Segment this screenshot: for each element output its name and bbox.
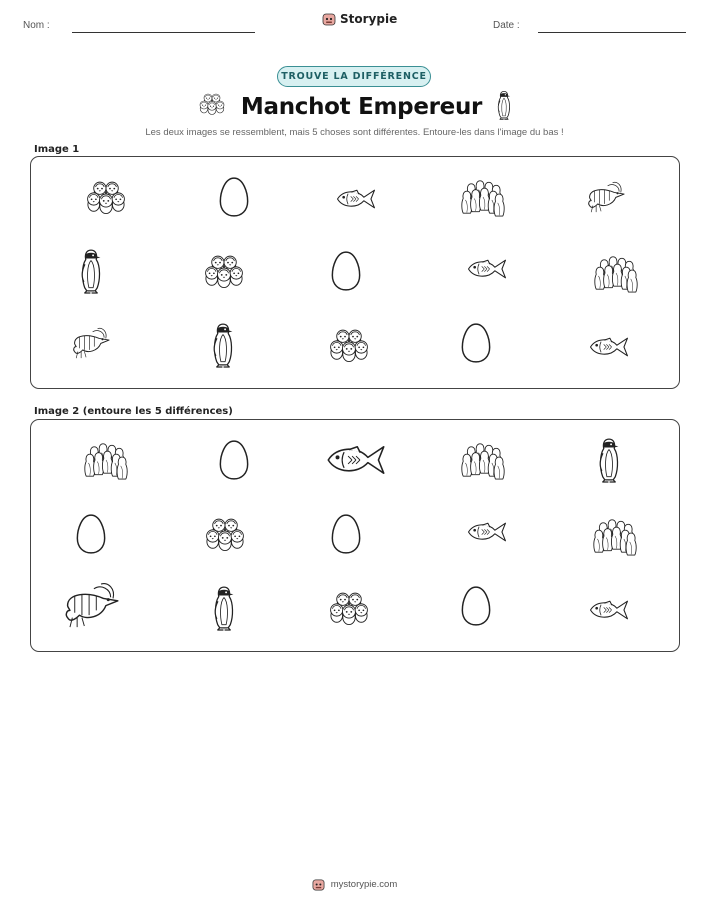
egg-icon[interactable] xyxy=(460,585,492,627)
fish-icon[interactable] xyxy=(587,598,631,622)
page-title: Manchot Empereur xyxy=(240,94,483,120)
penguin-chicks-icon xyxy=(83,178,129,220)
egg-icon[interactable] xyxy=(75,513,107,555)
penguin-chicks-icon xyxy=(197,92,227,122)
penguin-colony-icon xyxy=(461,175,505,219)
instructions-text: Les deux images se ressemblent, mais 5 choses sont différentes. Entoure-les dans l'image du bas ! xyxy=(145,127,564,138)
name-field[interactable] xyxy=(72,32,255,33)
fish-icon xyxy=(465,257,509,281)
name-label: Nom : xyxy=(23,20,50,31)
egg-icon[interactable] xyxy=(218,439,250,481)
penguin-icon xyxy=(212,322,234,368)
egg-icon[interactable] xyxy=(330,513,362,555)
penguin-colony-icon[interactable] xyxy=(84,438,128,482)
fish-icon xyxy=(334,187,378,211)
egg-icon xyxy=(330,250,362,292)
shrimp-icon xyxy=(583,179,629,219)
brand-name: Storypie xyxy=(340,12,398,26)
storypie-mascot-icon xyxy=(312,878,325,891)
egg-icon xyxy=(460,322,492,364)
shrimp-icon[interactable] xyxy=(58,579,125,637)
penguin-chicks-icon[interactable] xyxy=(202,515,248,557)
date-label: Date : xyxy=(493,20,520,31)
penguin-colony-icon xyxy=(594,251,638,295)
brand-logo xyxy=(322,12,397,26)
image2-label: Image 2 (entoure les 5 différences) xyxy=(34,406,233,417)
fish-icon[interactable] xyxy=(323,442,389,478)
fish-icon xyxy=(587,335,631,359)
date-field[interactable] xyxy=(538,32,686,33)
fish-icon[interactable] xyxy=(465,520,509,544)
penguin-icon[interactable] xyxy=(213,585,235,631)
shrimp-icon xyxy=(68,325,114,365)
penguin-chicks-icon xyxy=(326,326,372,368)
penguin-colony-icon[interactable] xyxy=(593,514,637,558)
image1-panel xyxy=(30,156,680,389)
image1-label: Image 1 xyxy=(34,144,80,155)
penguin-chicks-icon[interactable] xyxy=(326,589,372,631)
egg-icon xyxy=(218,176,250,218)
penguin-chicks-icon xyxy=(201,252,247,294)
penguin-icon[interactable] xyxy=(598,437,620,483)
storypie-mascot-icon xyxy=(322,12,336,26)
penguin-colony-icon[interactable] xyxy=(461,438,505,482)
penguin-icon xyxy=(80,248,102,294)
penguin-icon xyxy=(496,90,512,124)
activity-badge: TROUVE LA DIFFÉRENCE xyxy=(277,66,431,87)
footer xyxy=(0,878,709,891)
footer-site: mystorypie.com xyxy=(330,879,398,890)
image2-panel[interactable] xyxy=(30,419,680,652)
title-row xyxy=(0,90,709,124)
